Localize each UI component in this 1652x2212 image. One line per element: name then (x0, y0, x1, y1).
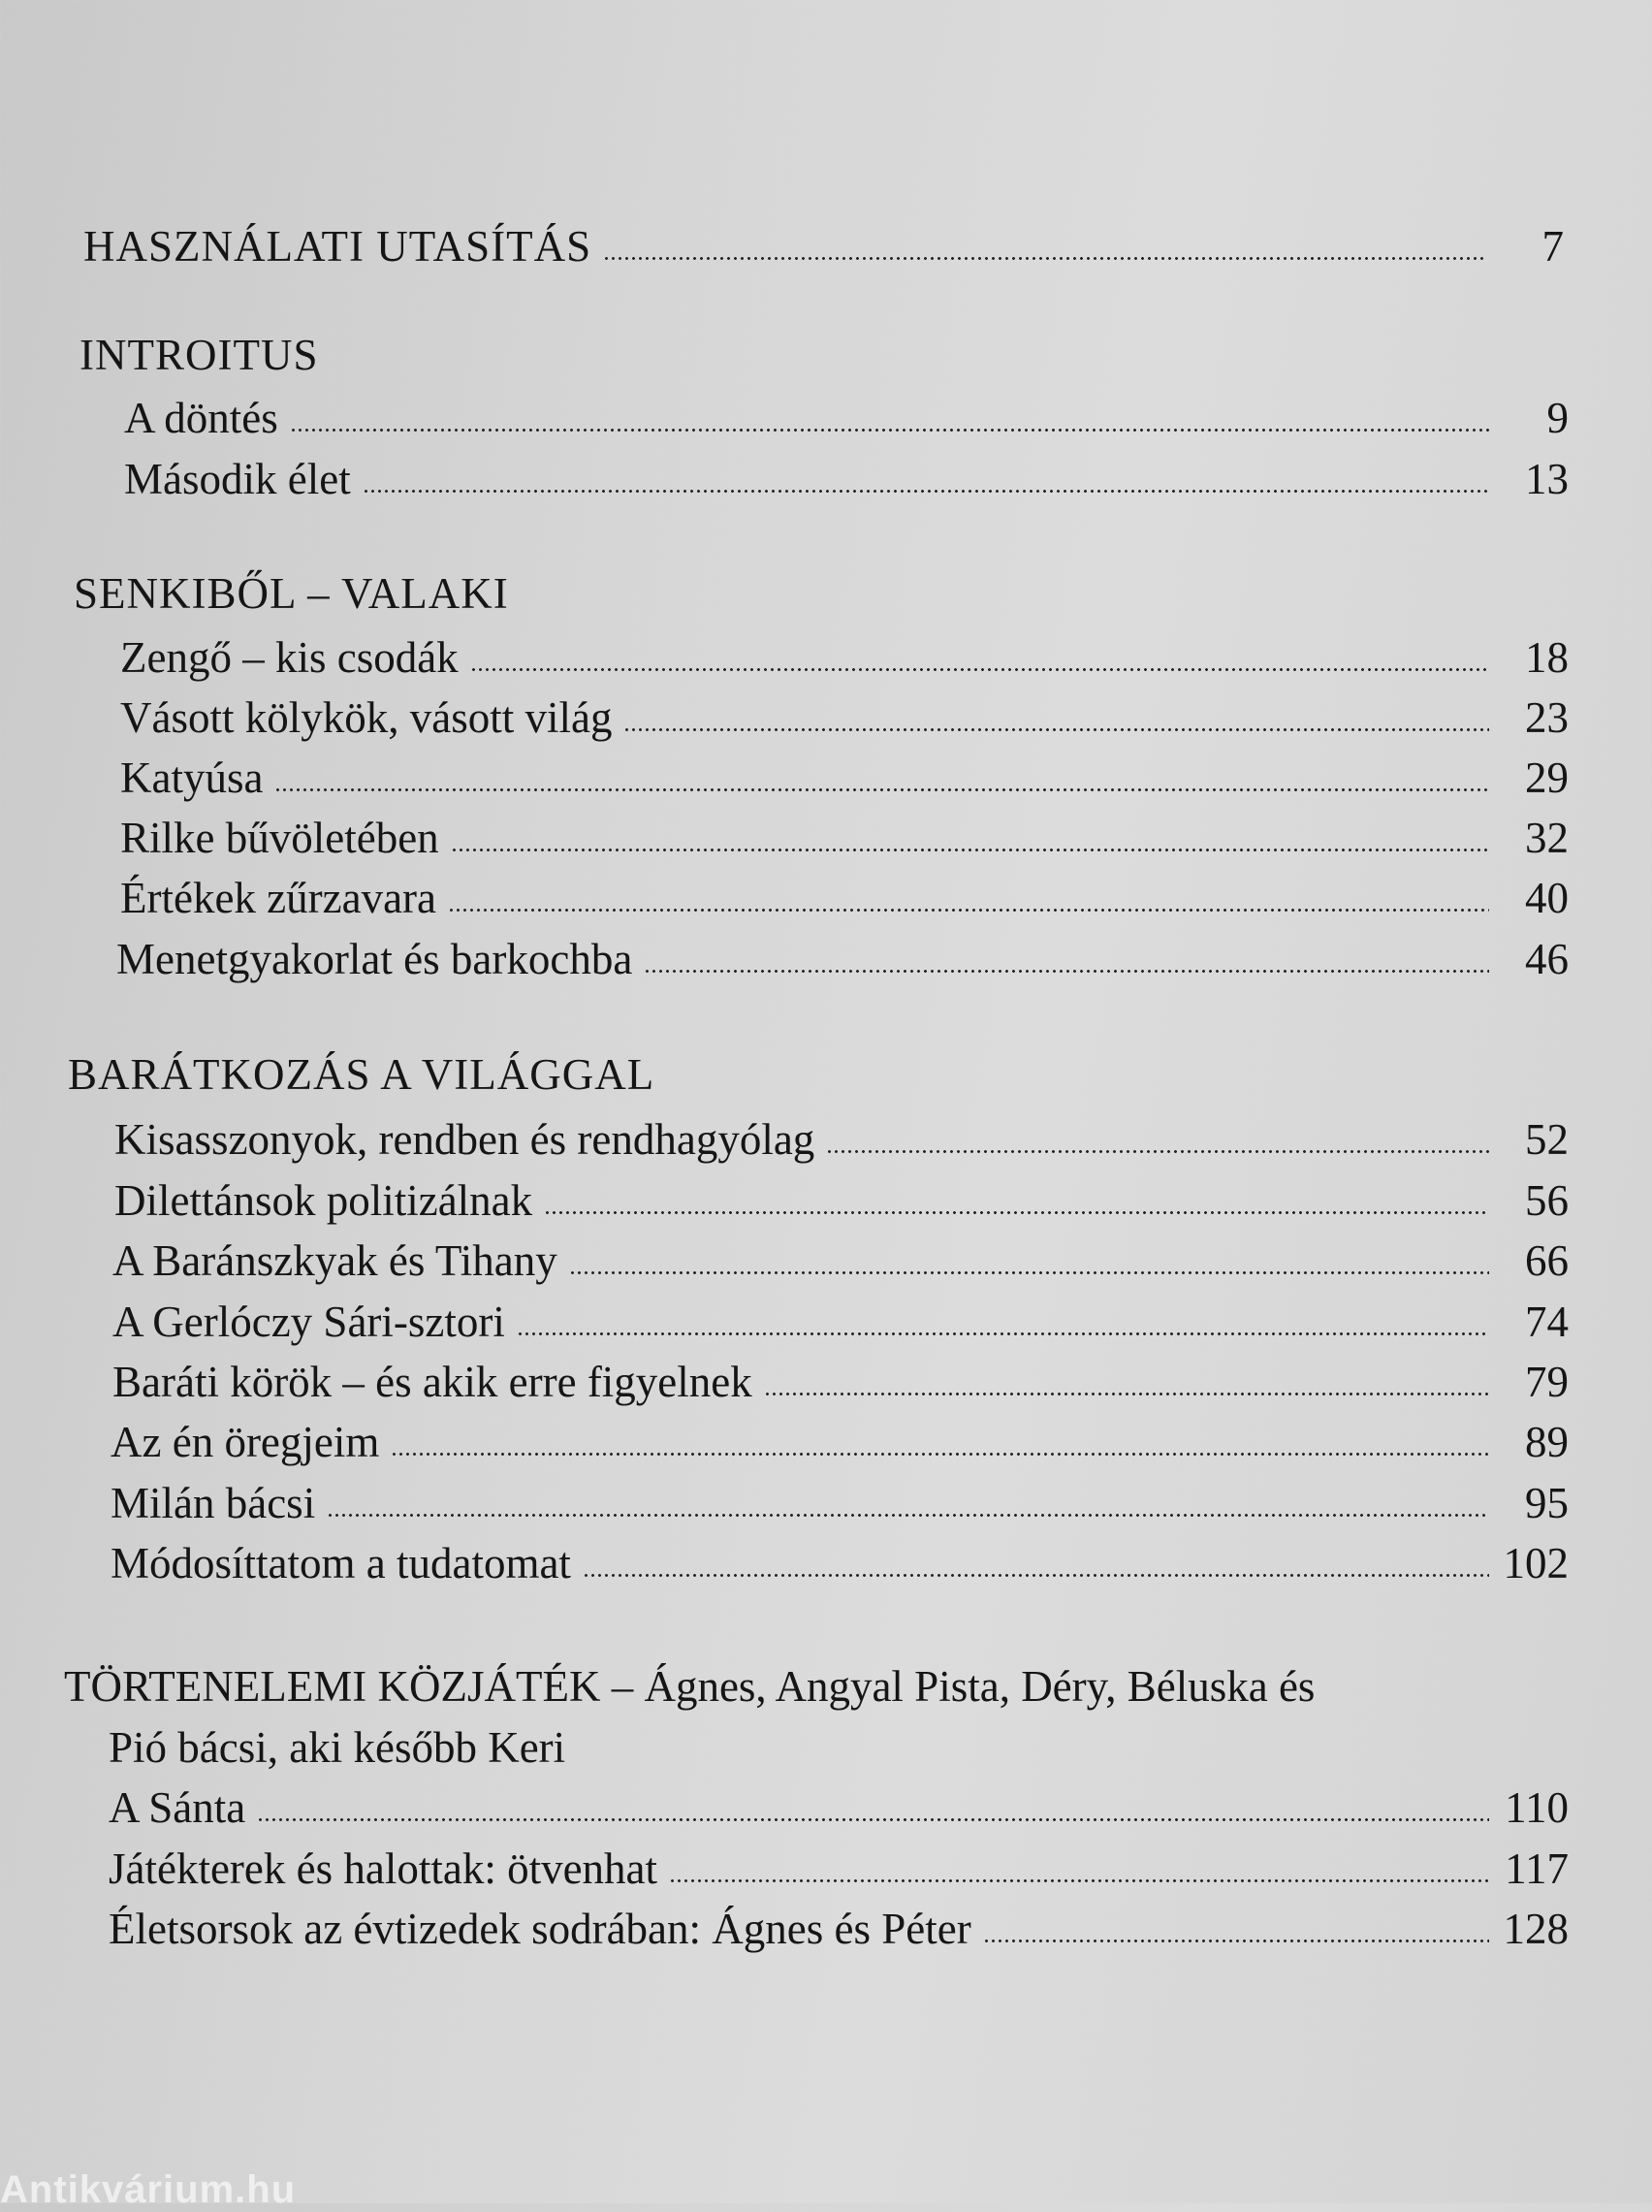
toc-entry-title: Baráti körök – és akik erre figyelnek (112, 1358, 752, 1406)
dot-leader (470, 668, 1489, 671)
dot-leader (327, 1514, 1489, 1517)
toc-page-number: 102 (1503, 1539, 1569, 1587)
section-heading-introitus: INTROITUS (79, 331, 319, 379)
dot-leader (363, 490, 1489, 493)
toc-entry (111, 1536, 1569, 1590)
dot-leader (290, 429, 1489, 432)
dot-leader (764, 1393, 1489, 1395)
toc-page-number: 128 (1503, 1905, 1569, 1953)
section-heading-tortenelemi: TÖRTENELEMI KÖZJÁTÉK – Ágnes, Angyal Pista, Déry, Béluska és (64, 1662, 1316, 1711)
toc-entry-title: Az én öregjeim (111, 1418, 380, 1466)
toc-page-number: 32 (1525, 814, 1569, 862)
toc-entry (116, 932, 1569, 986)
toc-entry-title: Kisasszonyok, rendben és rendhagyólag (114, 1115, 815, 1164)
toc-entry (120, 811, 1569, 865)
toc-entry-title: Második élet (124, 455, 351, 503)
toc-entry (120, 871, 1569, 925)
toc-entry-title: A döntés (124, 394, 278, 442)
toc-page-number: 66 (1525, 1236, 1569, 1285)
toc-page-number: 117 (1505, 1844, 1569, 1893)
section-heading-tortenelemi-cont: Pió bácsi, aki később Keri (109, 1723, 566, 1772)
toc-page-number: 89 (1525, 1418, 1569, 1466)
dot-leader (644, 970, 1489, 973)
toc-entry (124, 391, 1569, 445)
toc-entry-title: Zengő – kis csodák (120, 633, 459, 682)
toc-page-number: 46 (1525, 935, 1569, 983)
toc-entry-title: Rilke bűvöletében (120, 814, 439, 862)
watermark: Antikvárium.hu (0, 2168, 297, 2211)
dot-leader (274, 788, 1489, 791)
toc-entry (124, 452, 1569, 506)
toc-page-number: 29 (1525, 753, 1569, 802)
toc-entry-title: A Gerlóczy Sári-sztori (112, 1298, 505, 1346)
toc-entry-title: Katyúsa (120, 753, 264, 802)
dot-leader (603, 257, 1485, 260)
toc-page-number: 110 (1505, 1783, 1569, 1832)
dot-leader (623, 728, 1489, 731)
toc-entry-title: Dilettánsok politizálnak (114, 1176, 533, 1225)
toc-page-number: 18 (1525, 633, 1569, 682)
toc-page-number: 40 (1525, 874, 1569, 922)
toc-entry (114, 1112, 1569, 1167)
toc-entry (120, 690, 1569, 745)
dot-leader (448, 909, 1489, 912)
toc-page-number: 79 (1525, 1358, 1569, 1406)
dot-leader (669, 1879, 1489, 1882)
toc-entry (109, 1842, 1569, 1896)
toc-page-number: 23 (1525, 693, 1569, 742)
dot-leader (451, 849, 1489, 851)
toc-entry (112, 1295, 1569, 1349)
toc-entry (120, 751, 1569, 805)
toc-entry-title: Életsorsok az évtizedek sodrában: Ágnes és Péter (109, 1905, 971, 1953)
toc-entry (111, 1415, 1569, 1469)
toc-page-number: 7 (1541, 222, 1565, 271)
toc-entry (120, 630, 1569, 685)
dot-leader (826, 1150, 1489, 1153)
toc-entry (114, 1173, 1569, 1228)
dot-leader (583, 1574, 1489, 1577)
toc-entry-title: Játékterek és halottak: ötvenhat (109, 1844, 658, 1893)
toc-entry-title: Vásott kölykök, vásott világ (120, 693, 613, 742)
dot-leader (257, 1818, 1489, 1821)
toc-entry (112, 1234, 1569, 1288)
toc-entry (109, 1902, 1569, 1956)
toc-entry (111, 1476, 1569, 1530)
dot-leader (391, 1453, 1489, 1456)
toc-page-number: 52 (1525, 1115, 1569, 1164)
dot-leader (517, 1332, 1489, 1335)
toc-entry-usage (83, 219, 1565, 273)
toc-entry-title: A Sánta (109, 1783, 246, 1832)
toc-entry (112, 1355, 1569, 1409)
toc-entry (109, 1780, 1569, 1835)
toc-entry-title: Módosíttatom a tudatomat (111, 1539, 571, 1587)
toc-page-number: 95 (1525, 1479, 1569, 1527)
toc-entry-title: Értékek zűrzavara (120, 874, 437, 922)
dot-leader (983, 1940, 1489, 1942)
toc-page-number: 9 (1546, 394, 1569, 442)
dot-leader (569, 1271, 1489, 1274)
section-heading-senkibol: SENKIBŐL – VALAKI (74, 569, 509, 618)
toc-page-number: 13 (1525, 455, 1569, 503)
toc-entry-title: HASZNÁLATI UTASÍTÁS (83, 222, 592, 271)
dot-leader (544, 1211, 1489, 1214)
toc-page-number: 56 (1525, 1176, 1569, 1225)
toc-entry-title: Menetgyakorlat és barkochba (116, 935, 633, 983)
toc-page-number: 74 (1525, 1298, 1569, 1346)
section-heading-baratkozas: BARÁTKOZÁS A VILÁGGAL (68, 1050, 655, 1099)
toc-entry-title: Milán bácsi (111, 1479, 316, 1527)
toc-entry-title: A Baránszkyak és Tihany (112, 1236, 557, 1285)
